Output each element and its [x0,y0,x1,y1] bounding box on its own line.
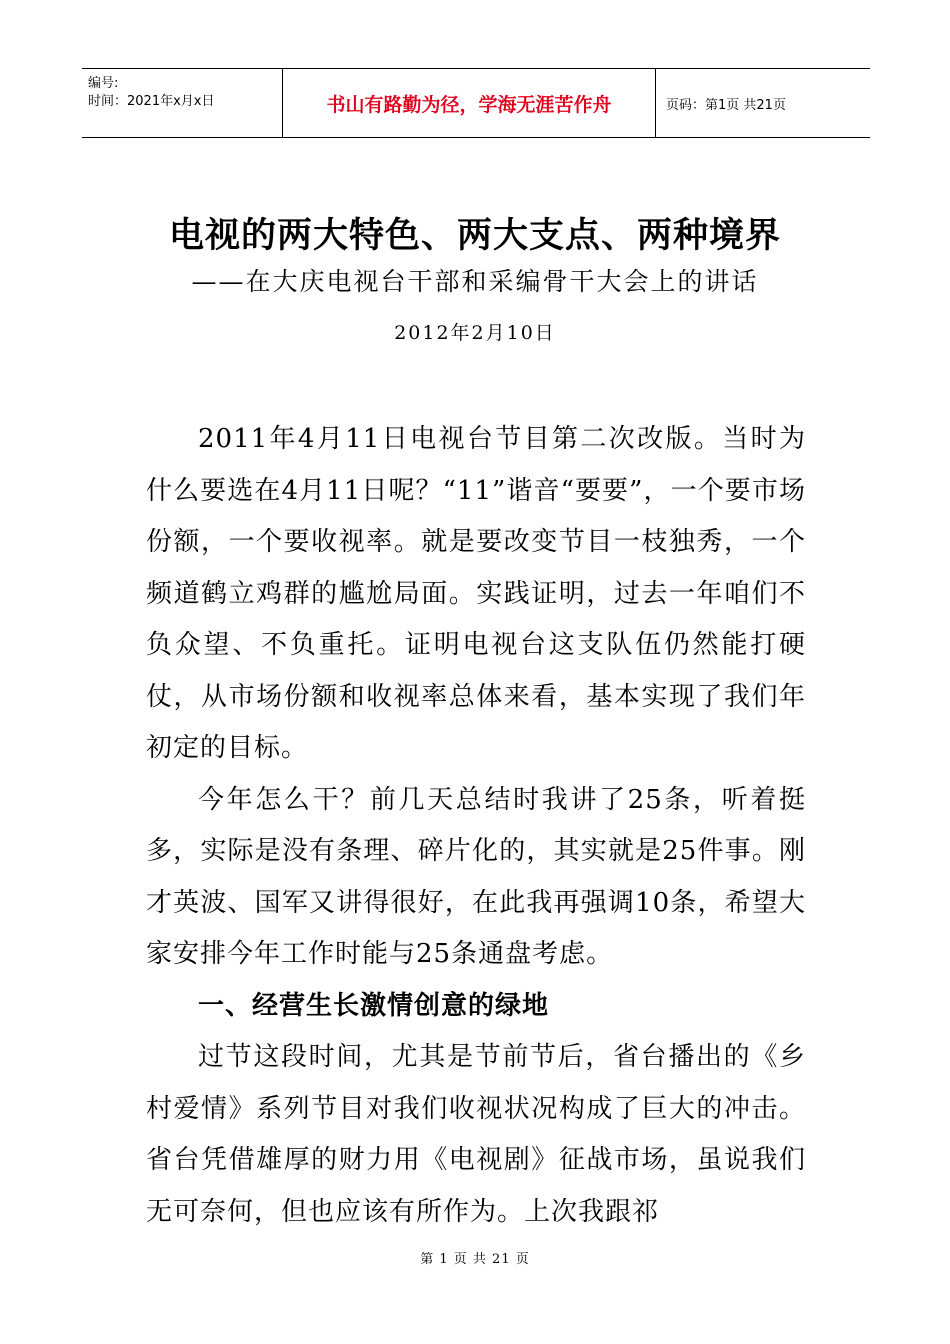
paragraph: 过节这段时间，尤其是节前节后，省台播出的《乡村爱情》系列节目对我们收视状况构成了巨大的冲击。省台凭借雄厚的财力用《电视剧》征战市场，虽说我们无可奈何，但也应该有所作为。上次我跟祁 [146,1042,806,1227]
document-date: 2012年2月10日 [394,322,556,344]
header-meta [82,69,282,137]
time-label: 时间：2021年x月x日 [88,94,215,109]
paragraph: 今年怎么干？前几天总结时我讲了25条，听着挺多，实际是没有条理、碎片化的，其实就是25件事。刚才英波、国军又讲得很好，在此我再强调10条，希望大家安排今年工作时能与25条通盘考虑。 [146,784,806,969]
number-label: 编号: [88,76,119,91]
page-info: 页码：第1页 共21页 [666,97,786,113]
header-motto-cell [282,69,656,137]
page-subtitle: ——在大庆电视台干部和采编骨干大会上的讲话 [191,267,759,296]
motto: 书山有路勤为径，学海无涯苦作舟 [326,93,612,116]
document-header [82,68,870,138]
page-title: 电视的两大特色、两大支点、两种境界 [168,215,781,256]
section-heading: 一、经营生长激情创意的绿地 [198,990,550,1021]
paragraph: 2011年4月11日电视台节目第二次改版。当时为什么要选在4月11日呢？“11”谐音“要要”，一个要市场份额，一个要收视率。就是要改变节目一枝独秀，一个频道鹤立鸡群的尴尬局面。实践证明，过去一年咱们不负众望、不负重托。证明电视台这支队伍仍然能打硬仗，从市场份额和收视率总体来看，基本实现了我们年初定的目标。 [146,424,806,763]
page-footer: 第 1 页 共 21 页 [420,1252,530,1267]
header-page-cell [656,69,870,137]
document-body [146,414,806,1238]
